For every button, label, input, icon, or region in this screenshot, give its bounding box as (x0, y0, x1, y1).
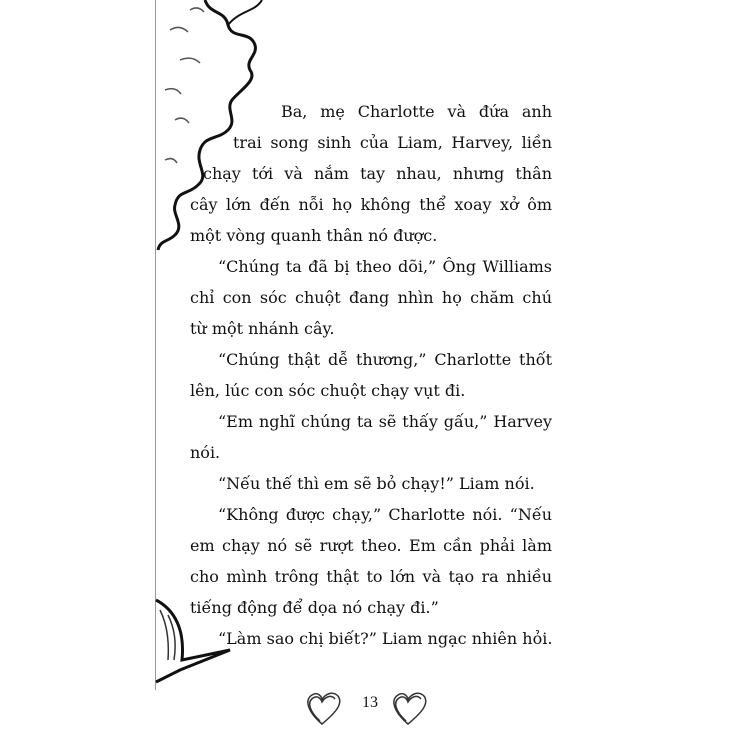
text-line: từ một nhánh cây. (190, 319, 335, 338)
text-line: chạy tới và nắm tay nhau, nhưng thân (203, 164, 552, 183)
text-line: “Chúng ta đã bị theo dõi,” Ông Williams (218, 257, 552, 276)
heart-icon-left (308, 693, 340, 724)
text-line: lên, lúc con sóc chuột chạy vụt đi. (190, 381, 466, 400)
text-line: tiếng động để dọa nó chạy đi.” (190, 598, 439, 617)
text-line: nói. (190, 443, 221, 462)
text-line: “Chúng thật dễ thương,” Charlotte thốt (218, 350, 552, 369)
text-line: Ba, mẹ Charlotte và đứa anh (281, 102, 552, 121)
text-line: “Làm sao chị biết?” Liam ngạc nhiên hỏi. (218, 629, 553, 648)
text-line: trai song sinh của Liam, Harvey, liền (233, 133, 552, 152)
text-line: cây lớn đến nỗi họ không thể xoay xở ôm (190, 195, 552, 214)
heart-icon-right (394, 693, 426, 724)
text-line: cho mình trông thật to lớn và tạo ra nhiều (190, 567, 552, 586)
page-number: 13 (362, 694, 378, 711)
text-line: em chạy nó sẽ rượt theo. Em cần phải làm (190, 536, 552, 555)
text-line: một vòng quanh thân nó được. (190, 226, 438, 245)
text-line: “Em nghĩ chúng ta sẽ thấy gấu,” Harvey (218, 412, 552, 431)
text-line: “Nếu thế thì em sẽ bỏ chạy!” Liam nói. (218, 474, 535, 493)
text-line: chỉ con sóc chuột đang nhìn họ chăm chú (190, 288, 552, 307)
text-line: “Không được chạy,” Charlotte nói. “Nếu (218, 505, 552, 524)
body-text (190, 96, 552, 654)
